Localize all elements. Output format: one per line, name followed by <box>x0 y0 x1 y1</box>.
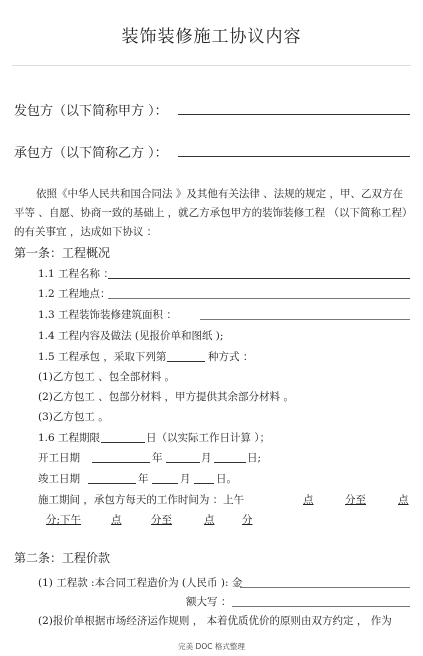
party-b-field[interactable] <box>178 156 410 157</box>
start-month-unit: 月 <box>201 452 212 464</box>
page-footer: 完美 DOC 格式整理 <box>178 642 245 651</box>
document-title: 装饰装修施工协议内容 <box>121 27 302 47</box>
am-end-min: 分;下午 <box>46 514 82 526</box>
daxie-field[interactable] <box>232 606 410 607</box>
end-day-field[interactable] <box>194 483 214 484</box>
item-1-2: 1.2 工程地点： <box>38 288 111 300</box>
end-day-unit: 日。 <box>216 473 237 485</box>
party-a-label: 发包方（以下简称甲方 ）： <box>14 104 168 119</box>
item-1-4: 1.4 工程内容及做法 (见报价单和图纸 ); <box>38 330 224 342</box>
end-year-unit: 年 <box>138 473 149 485</box>
option-1: (1)乙方包工 、包全部材料 。 <box>38 371 176 383</box>
end-month-field[interactable] <box>152 483 178 484</box>
item-1-6-suffix: 日（以实际工作日计算 ）； <box>146 432 271 444</box>
start-year-field[interactable] <box>92 462 150 463</box>
pm-start-min: 分至 <box>151 514 172 526</box>
option-2: (2)乙方包工 、包部分材料 ，甲方提供其余部分材料 。 <box>38 391 294 403</box>
work-hours-label: 施工期间 ，承包方每天的工作时间为 ：上午 <box>38 494 245 506</box>
method-field[interactable] <box>167 361 205 362</box>
party-b-label: 承包方（以下简称乙方 ）： <box>14 146 168 161</box>
price-field[interactable] <box>240 587 410 588</box>
item-2-2: (2)报价单根据市场经济运作规则 ， 本着优质优价的原则由双方约定 ， 作为 <box>38 615 392 627</box>
intro-paragraph: 依照《中华人民共和国合同法 》及其他有关法律 、法规的规定 ，甲、乙双方在平等 、自愿、协商一致的基础上 ，就乙方承包甲方的装饰装修工程 （以下简称工程）的有关事宜 ，达成如下协议 ： <box>14 188 408 238</box>
section1-heading: 第一条：工程概况 <box>14 246 111 260</box>
item-1-5: 1.5 工程承包 ，采取下列第 <box>38 351 167 363</box>
end-date-label: 竣工日期 <box>38 473 80 485</box>
area-field[interactable] <box>200 319 410 320</box>
am-start-min: 分至 <box>345 494 366 506</box>
daxie-label: 额大写 ： <box>186 596 232 608</box>
item-1-6: 1.6 工程期限 <box>38 432 101 444</box>
item-1-3: 1.3 工程装饰装修建筑面积 ： <box>38 309 177 321</box>
start-day-unit: 日; <box>247 452 262 464</box>
am-end-hour: 点 <box>398 494 409 506</box>
party-a-field[interactable] <box>178 114 410 115</box>
am-start-hour: 点 <box>303 494 314 506</box>
item-1-5-suffix: 种方式 ： <box>208 351 254 363</box>
start-day-field[interactable] <box>214 462 246 463</box>
pm-end-min: 分 <box>242 514 253 526</box>
option-3: (3)乙方包工 。 <box>38 411 109 423</box>
start-year-unit: 年 <box>152 452 163 464</box>
duration-field[interactable] <box>101 442 145 443</box>
start-month-field[interactable] <box>166 462 200 463</box>
pm-start-hour: 点 <box>111 514 122 526</box>
project-address-field[interactable] <box>108 298 410 299</box>
end-year-field[interactable] <box>88 483 136 484</box>
item-2-1: (1) 工程款 :本合同工程造价为 (人民币 ): 金 <box>38 577 243 589</box>
end-month-unit: 月 <box>180 473 191 485</box>
start-date-label: 开工日期 <box>38 452 80 464</box>
header-divider <box>12 65 411 66</box>
pm-end-hour: 点 <box>204 514 215 526</box>
project-name-field[interactable] <box>108 278 410 279</box>
section2-heading: 第二条：工程价款 <box>14 551 111 565</box>
item-1-1: 1.1 工程名称 ： <box>38 268 114 280</box>
